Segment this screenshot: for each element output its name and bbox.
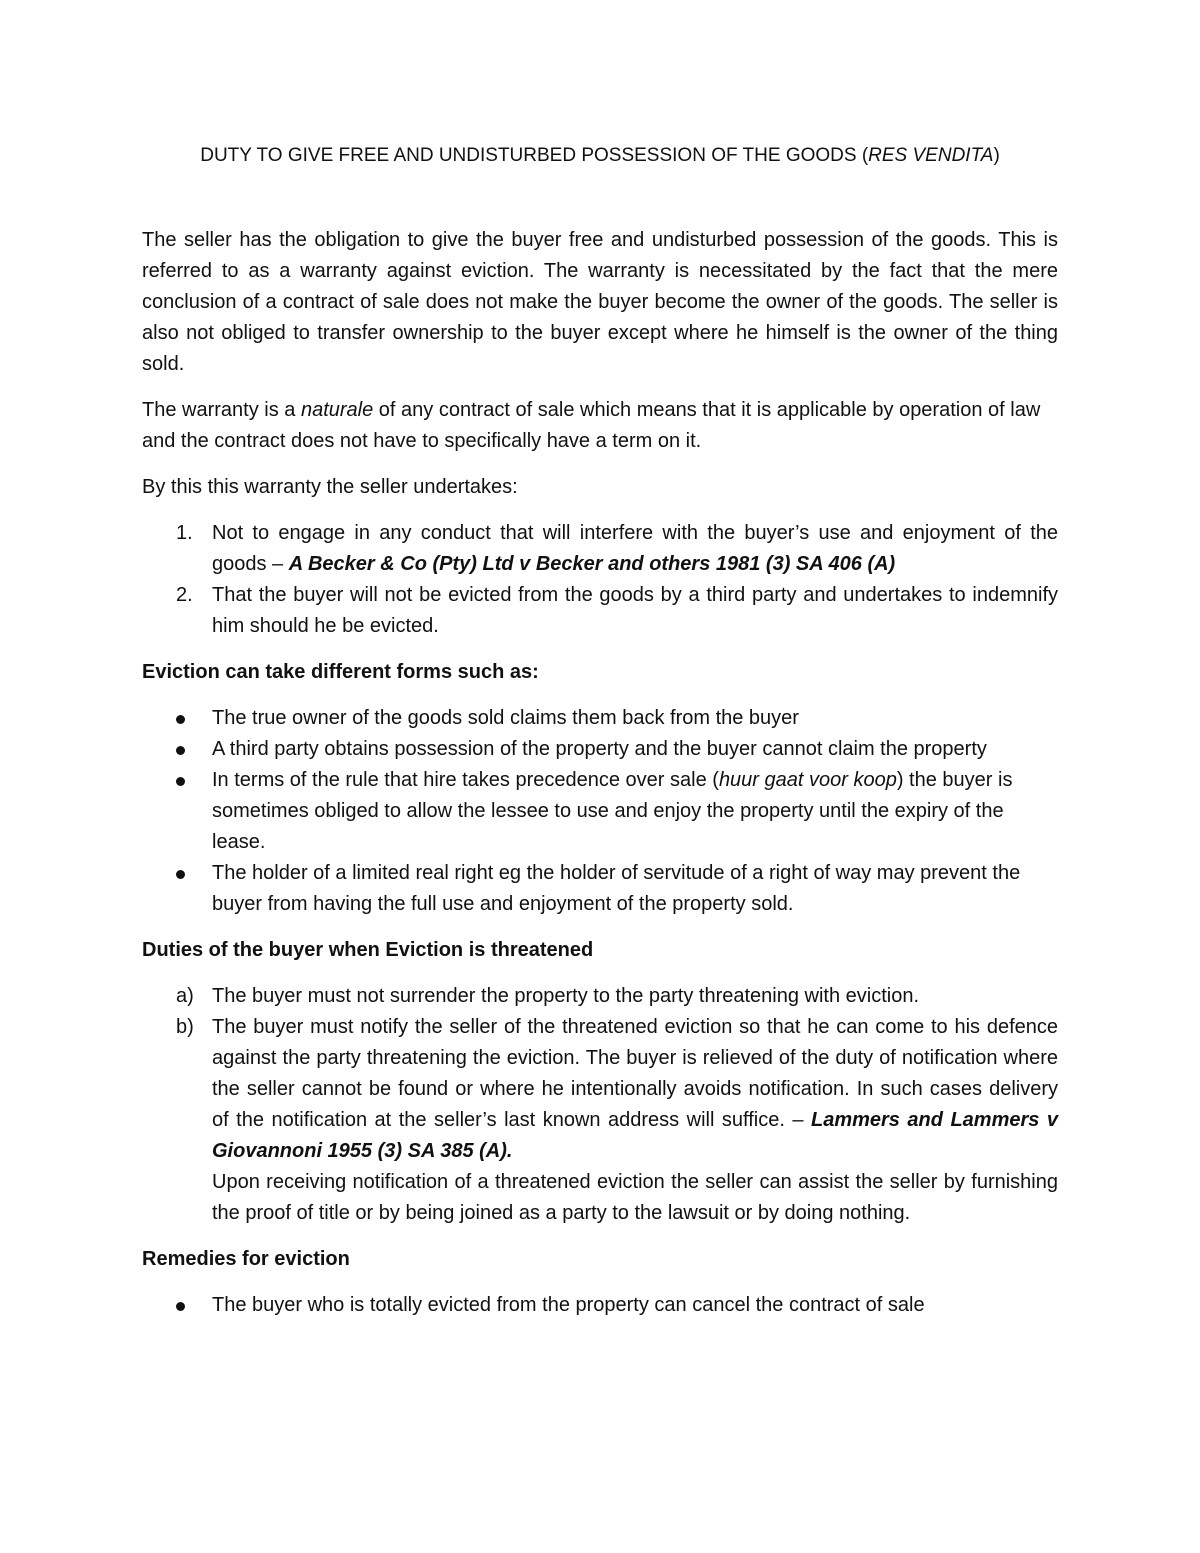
bullet-icon <box>176 777 185 786</box>
list-letter: a) <box>176 985 194 1007</box>
list-item-text: The true owner of the goods sold claims them back from the buyer <box>212 707 799 729</box>
page-title <box>142 140 1058 171</box>
list-item-text: A third party obtains possession of the property and the buyer cannot claim the property <box>212 738 987 760</box>
naturale-paragraph <box>142 395 1058 457</box>
document-page <box>142 140 1058 1336</box>
bullet-icon <box>176 1302 185 1311</box>
title-main: DUTY TO GIVE FREE AND UNDISTURBED POSSESSION OF THE GOODS ( <box>200 145 869 166</box>
intro-paragraph: The seller has the obligation to give the buyer free and undisturbed possession of the goods. This is referred to as a warranty against eviction. The warranty is necessitated by the fact that the mere conclusion of a contract of sale does not make the buyer become the owner of the goods. The seller is also not obliged to transfer ownership to the buyer except where he himself is the owner of the thing sold. <box>142 229 1058 375</box>
title-close: ) <box>993 145 1000 166</box>
bullet-icon <box>176 870 185 879</box>
title-italic: RES VENDITA <box>868 145 994 166</box>
case-citation: A Becker & Co (Pty) Ltd v Becker and others 1981 (3) SA 406 (A) <box>288 553 896 575</box>
list-item-text: The buyer must notify the seller of the threatened eviction so that he can come to his defence against the party threatening the eviction. The buyer is relieved of the duty of notification where the seller cannot be found or where he intentionally avoids notification. In such cases delivery of the notification at the seller’s last known address will suffice. – <box>212 1016 1058 1131</box>
buyer-duties-list <box>142 981 1058 1229</box>
list-item <box>142 1012 1058 1229</box>
naturale-before: The warranty is a <box>142 399 301 421</box>
list-item <box>142 580 1058 642</box>
case-citation: Lammers and Lammers v Giovannoni 1955 (3) SA 385 (A). <box>212 1109 1058 1162</box>
list-letter: b) <box>176 1016 194 1038</box>
list-item-text: The buyer who is totally evicted from the property can cancel the contract of sale <box>212 1294 925 1316</box>
list-item <box>142 765 1058 858</box>
list-item-text: The buyer must not surrender the property to the party threatening with eviction. <box>212 985 920 1007</box>
undertakes-paragraph: By this this warranty the seller undertakes: <box>142 476 518 498</box>
bullet-icon <box>176 715 185 724</box>
list-item <box>142 858 1058 920</box>
latin-phrase: huur gaat voor koop <box>718 769 897 791</box>
heading-buyer-duties: Duties of the buyer when Eviction is threatened <box>142 939 594 961</box>
list-item <box>142 981 1058 1012</box>
list-item-text: Not to engage in any conduct that will interfere with the buyer’s use and enjoyment of the goods – <box>212 522 1058 575</box>
heading-remedies: Remedies for eviction <box>142 1248 350 1270</box>
list-item <box>142 1290 1058 1321</box>
bullet-icon <box>176 746 185 755</box>
list-item <box>142 703 1058 734</box>
list-item <box>142 734 1058 765</box>
list-item-text: That the buyer will not be evicted from the goods by a third party and undertakes to indemnify him should he be evicted. <box>212 584 1058 637</box>
eviction-forms-list <box>142 703 1058 920</box>
list-item-text-after: ) the buyer is sometimes obliged to allow the lessee to use and enjoy the property until the expiry of the lease. <box>212 769 1013 853</box>
naturale-term: naturale <box>300 399 374 421</box>
undertakings-list <box>142 518 1058 642</box>
list-item-text: The holder of a limited real right eg the holder of servitude of a right of way may prevent the buyer from having the full use and enjoyment of the property sold. <box>212 862 1021 915</box>
remedies-list <box>142 1290 1058 1321</box>
list-item-note: Upon receiving notification of a threatened eviction the seller can assist the seller by furnishing the proof of title or by being joined as a party to the lawsuit or by doing nothing. <box>212 1171 1058 1224</box>
list-number: 2. <box>176 584 193 606</box>
naturale-after: of any contract of sale which means that it is applicable by operation of law and the contract does not have to specifically have a term on it. <box>142 399 1041 452</box>
list-item <box>142 518 1058 580</box>
heading-eviction-forms: Eviction can take different forms such as: <box>142 661 539 683</box>
list-number: 1. <box>176 522 193 544</box>
list-item-text-before: In terms of the rule that hire takes precedence over sale ( <box>212 769 719 791</box>
